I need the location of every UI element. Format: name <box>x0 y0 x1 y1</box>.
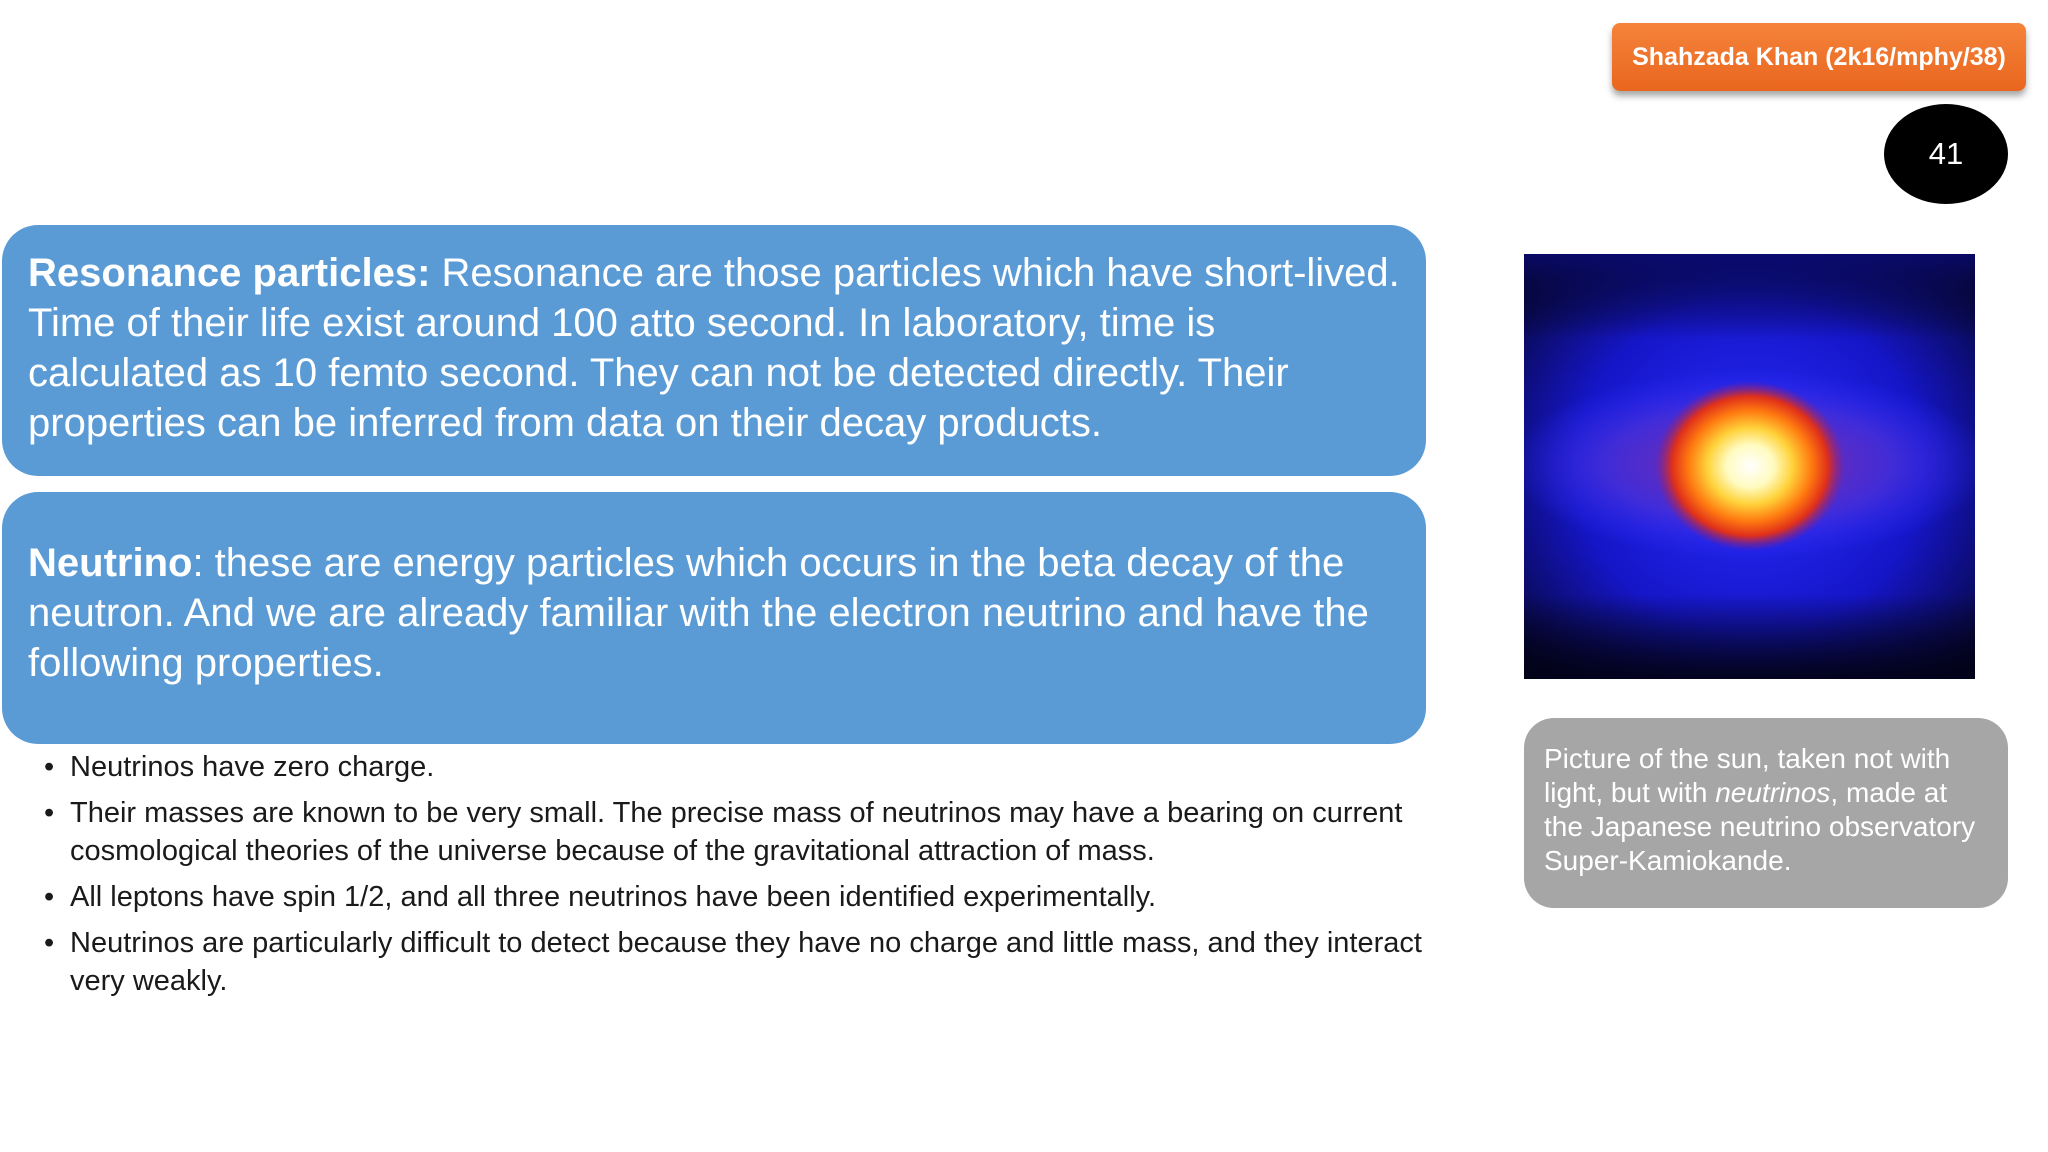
caption-emphasis: neutrinos <box>1715 777 1831 808</box>
property-item: • Their masses are known to be very small. The precise mass of neutrinos may have a bearing on current cosmological theories of the universe because of the gravitational attraction of mass. <box>44 794 1444 870</box>
neutrino-properties-list <box>44 748 1444 1008</box>
neutrino-box <box>2 492 1426 744</box>
author-badge <box>1612 23 2026 91</box>
neutrino-term: Neutrino <box>28 541 193 585</box>
resonance-term: Resonance particles: <box>28 251 431 295</box>
neutrino-definition: : these are energy particles which occurs in the beta decay of the neutron. And we are already familiar with the electron neutrino and have the following properties. <box>28 541 1369 685</box>
image-caption <box>1524 718 2008 908</box>
property-item: • Neutrinos are particularly difficult to detect because they have no charge and little mass, and they interact very weakly. <box>44 924 1444 1000</box>
neutrino-sun-image <box>1524 254 1975 679</box>
caption-text-end: , made at the Japanese neutrino observatory Super-Kamiokande. <box>1544 777 1976 876</box>
author-name: Shahzada Khan (2k16/mphy/38) <box>1632 42 2006 71</box>
page-number: 41 <box>1928 136 1964 171</box>
property-item: • All leptons have spin 1/2, and all three neutrinos have been identified experimentally. <box>44 878 1444 916</box>
sun-heatmap-graphic <box>1524 254 1975 679</box>
heatmap-edge-shade <box>1524 254 1975 679</box>
resonance-particles-box <box>2 225 1426 476</box>
property-item: • Neutrinos have zero charge. <box>44 748 1444 786</box>
page-number-badge <box>1884 104 2008 204</box>
caption-text-start: Picture of the sun, taken not with light, but with <box>1544 743 1951 808</box>
resonance-definition: Resonance are those particles which have short-lived. Time of their life exist around 100 atto second. In laboratory, time is calculated as 10 femto second. They can not be detected directly. Their properties can be inferred from data on their decay products. <box>28 251 1400 445</box>
